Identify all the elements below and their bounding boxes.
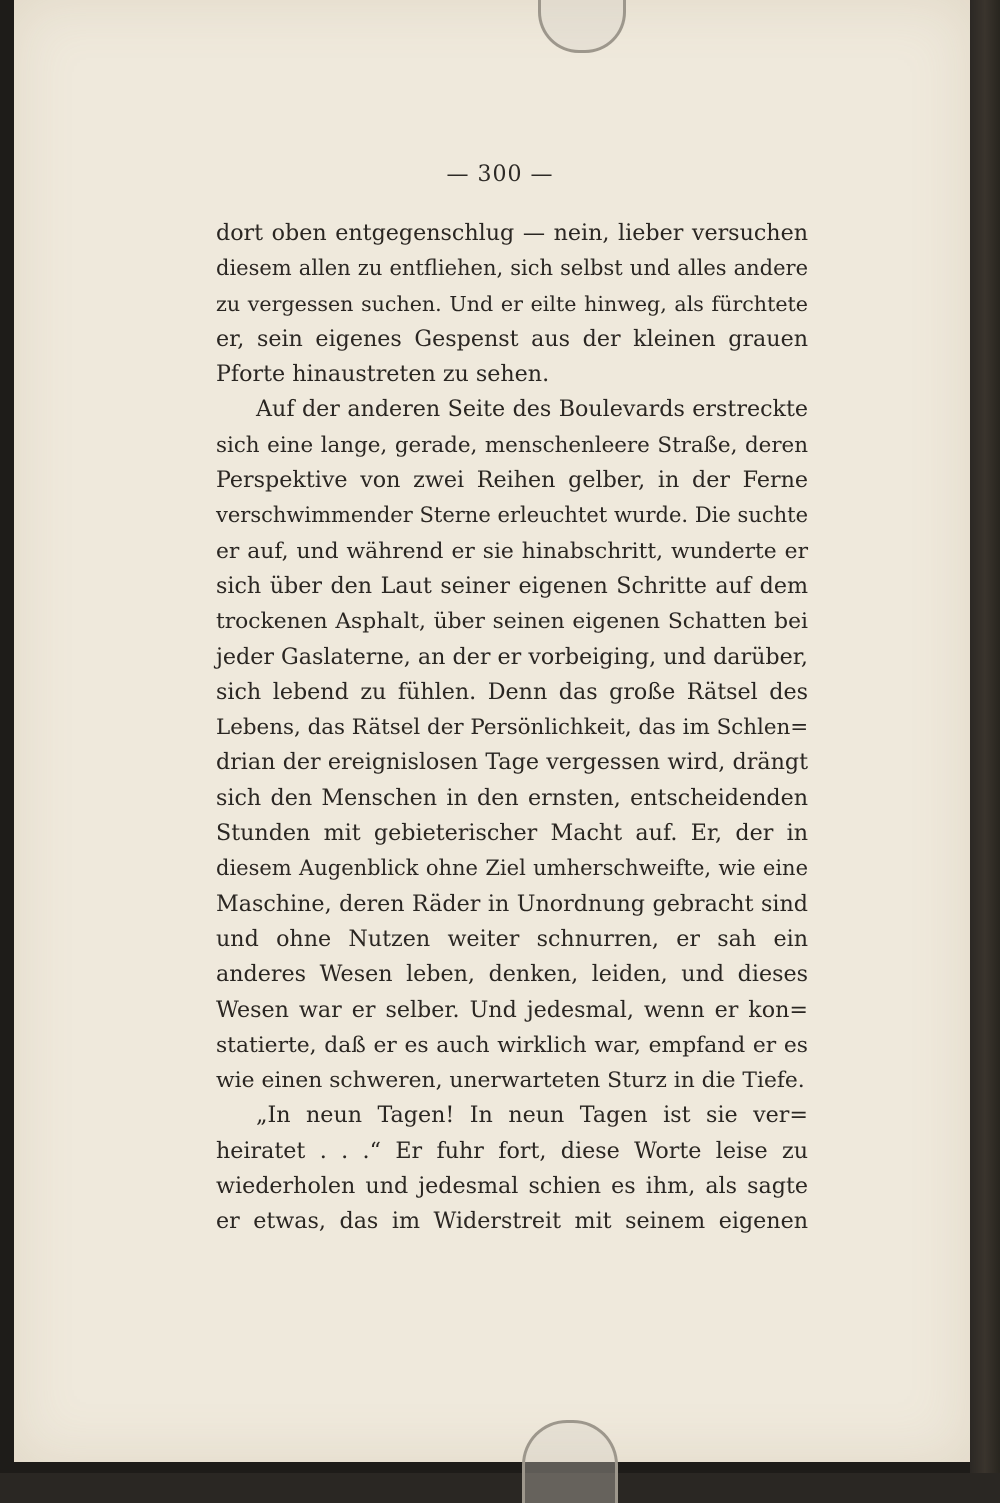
text-line: er auf, und während er sie hinabschritt, wunderte er <box>216 538 808 564</box>
text-line: trockenen Asphalt, über seinen eigenen Schatten bei <box>216 609 808 635</box>
text-line: Stunden mit gebieterischer Macht auf. Er, der in <box>216 820 808 847</box>
text-line: sich den Menschen in den ernsten, entscheidenden <box>216 784 808 811</box>
text-line: anderes Wesen leben, denken, leiden, und dieses <box>216 961 808 988</box>
text-line: Lebens, das Rätsel der Persönlichkeit, das im Schlen= <box>216 715 809 741</box>
text-line: zu vergessen suchen. Und er eilte hinweg, als fürchtete <box>216 291 808 316</box>
page-body-text <box>216 216 808 1240</box>
text-line: wiederholen und jedesmal schien es ihm, als sagte <box>216 1173 808 1200</box>
scan-edge <box>970 0 1000 1473</box>
binding-clip-bottom <box>522 1420 618 1503</box>
text-line: Perspektive von zwei Reihen gelber, in der Ferne <box>216 467 808 494</box>
text-line: jeder Gaslaterne, an der er vorbeiging, und darüber, <box>216 643 808 670</box>
page-number: — 300 — <box>446 162 554 187</box>
text-line: „In neun Tagen! In neun Tagen ist sie ver= <box>256 1102 808 1129</box>
text-line: und ohne Nutzen weiter schnurren, er sah ein <box>216 925 808 952</box>
text-line: diesem Augenblick ohne Ziel umherschweifte, wie eine <box>216 856 808 881</box>
text-line: Auf der anderen Seite des Boulevards erstreckte <box>256 396 808 423</box>
text-line: er etwas, das im Widerstreit mit seinem eigenen <box>216 1208 808 1235</box>
text-line: sich über den Laut seiner eigenen Schritte auf dem <box>216 572 808 599</box>
text-line: sich lebend zu fühlen. Denn das große Rätsel des <box>216 678 808 705</box>
text-line: heiratet . . .“ Er fuhr fort, diese Worte leise zu <box>216 1137 808 1164</box>
text-line: diesem allen zu entfliehen, sich selbst und alles andere <box>216 256 808 281</box>
text-line: verschwimmender Sterne erleuchtet wurde. Die suchte <box>216 503 808 528</box>
text-line: Pforte hinaustreten zu sehen. <box>216 361 550 388</box>
text-line: er, sein eigenes Gespenst aus der kleinen grauen <box>216 325 808 352</box>
text-line: statierte, daß er es auch wirklich war, empfand er es <box>216 1032 808 1058</box>
text-line: drian der ereignislosen Tage vergessen wird, drängt <box>216 749 808 776</box>
text-line: sich eine lange, gerade, menschenleere Straße, deren <box>216 432 808 458</box>
text-line: Maschine, deren Räder in Unordnung gebracht sind <box>216 890 808 917</box>
text-line: dort oben entgegenschlug — nein, lieber versuchen <box>216 220 808 246</box>
text-line: Wesen war er selber. Und jedesmal, wenn er kon= <box>216 996 808 1023</box>
text-line: wie einen schweren, unerwarteten Sturz in die Tiefe. <box>216 1068 805 1094</box>
